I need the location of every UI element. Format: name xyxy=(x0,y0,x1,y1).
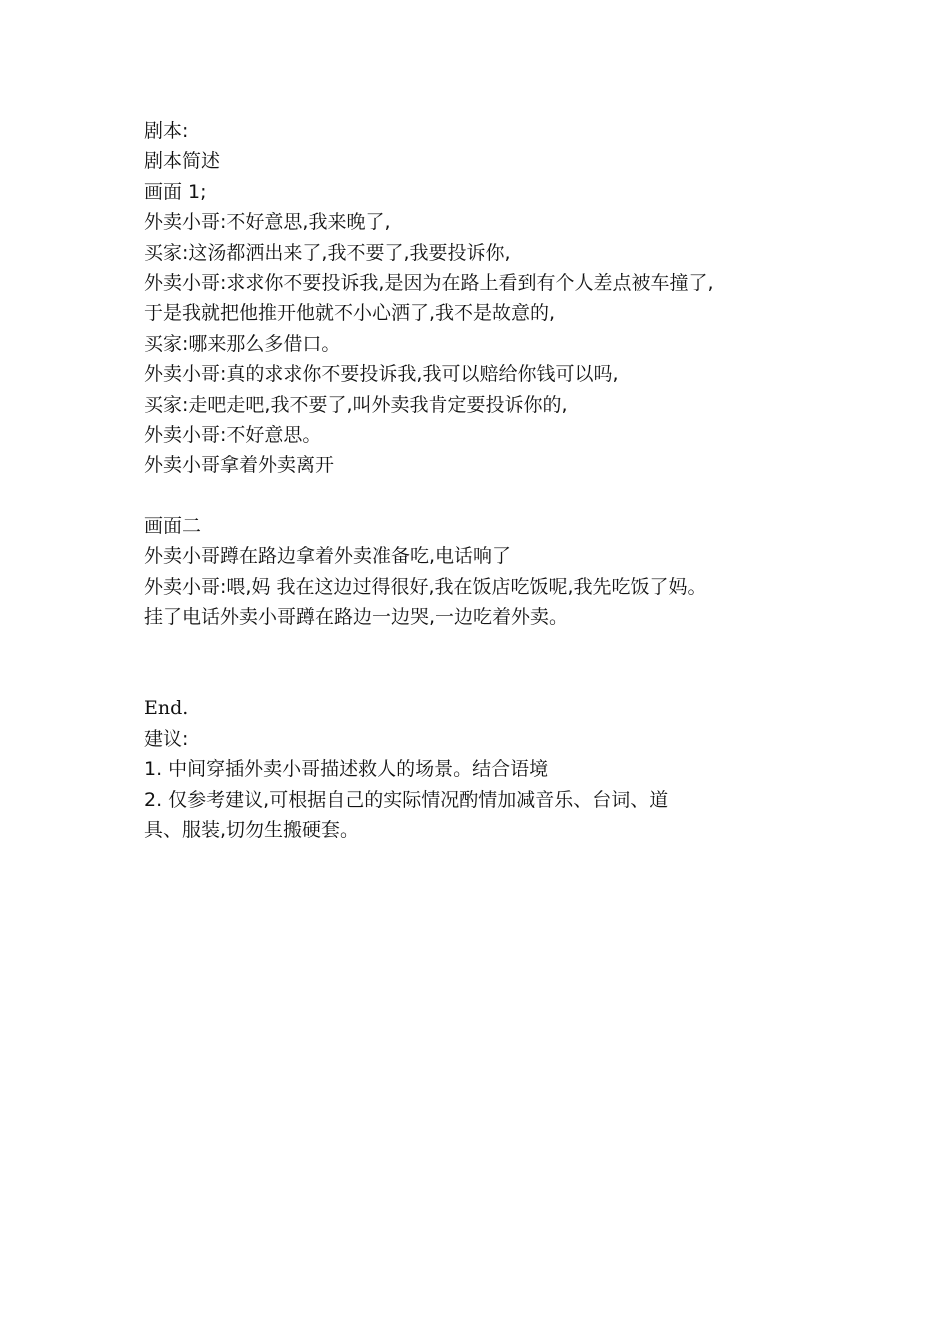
blank-line xyxy=(144,481,844,511)
scene1-line: 外卖小哥:不好意思。 xyxy=(144,423,322,446)
blank-line xyxy=(144,663,844,693)
scene2-title: 画面二 xyxy=(144,515,202,538)
document-body xyxy=(144,116,844,845)
scene1-line: 买家:哪来那么多借口。 xyxy=(144,332,341,355)
scene1-line: 于是我就把他推开他就不小心洒了,我不是故意的, xyxy=(144,302,556,325)
blank-line xyxy=(144,633,844,663)
suggestion-item: 具、服装,切勿生搬硬套。 xyxy=(144,818,360,841)
scene2-line: 外卖小哥蹲在路边拿着外卖准备吃,电话响了 xyxy=(144,545,512,568)
scene2-line: 挂了电话外卖小哥蹲在路边一边哭,一边吃着外卖。 xyxy=(144,606,569,629)
suggestions-heading: 建议: xyxy=(144,727,189,750)
script-summary: 剧本简述 xyxy=(144,150,221,173)
scene1-line: 外卖小哥:不好意思,我来晚了, xyxy=(144,211,391,234)
scene1-title: 画面 1; xyxy=(144,180,207,203)
scene1-line: 外卖小哥拿着外卖离开 xyxy=(144,454,335,477)
suggestion-item: 1. 中间穿插外卖小哥描述救人的场景。结合语境 xyxy=(144,758,549,781)
scene1-line: 买家:这汤都洒出来了,我不要了,我要投诉你, xyxy=(144,241,511,264)
end-marker: End. xyxy=(144,697,189,720)
scene1-line: 外卖小哥:求求你不要投诉我,是因为在路上看到有个人差点被车撞了, xyxy=(144,271,714,294)
suggestion-item: 2. 仅参考建议,可根据自己的实际情况酌情加减音乐、台词、道 xyxy=(144,788,669,811)
scene2-line: 外卖小哥:喂,妈 我在这边过得很好,我在饭店吃饭呢,我先吃饭了妈。 xyxy=(144,575,707,598)
scene1-line: 买家:走吧走吧,我不要了,叫外卖我肯定要投诉你的, xyxy=(144,393,568,416)
scene1-line: 外卖小哥:真的求求你不要投诉我,我可以赔给你钱可以吗, xyxy=(144,363,619,386)
script-heading: 剧本: xyxy=(144,120,189,142)
